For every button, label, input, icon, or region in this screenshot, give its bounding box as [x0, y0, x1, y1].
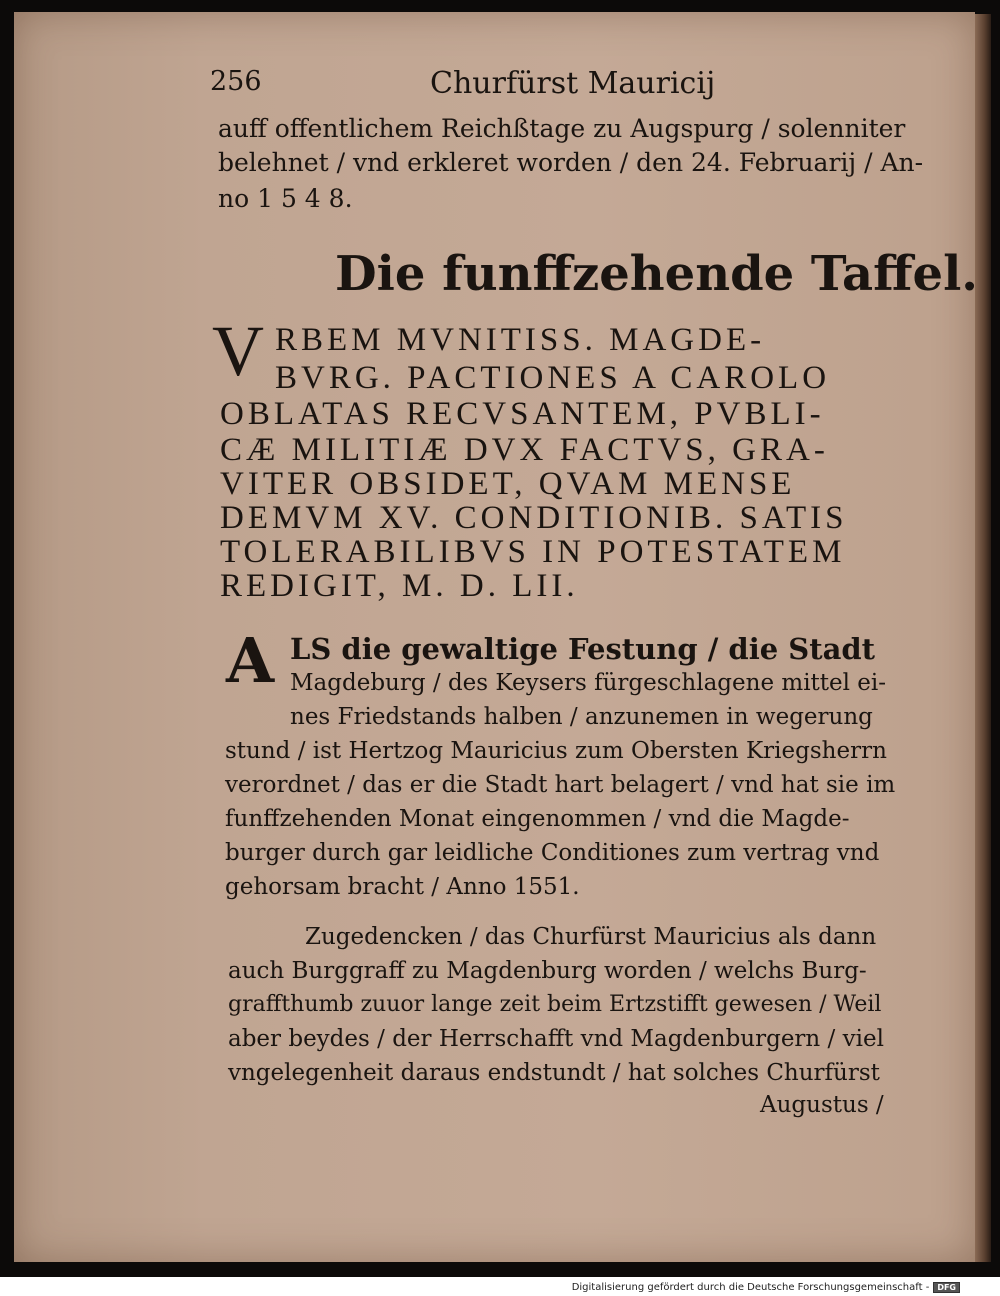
paragraph-line: Zugedencken / das Churfürst Mauricius als dann: [305, 924, 877, 950]
paragraph-line: vngelegenheit daraus endstundt / hat solches Churfürst: [228, 1060, 880, 1086]
page-edge: [975, 14, 991, 1262]
latin-line: CÆ MILITIÆ DVX FACTVS, GRA-: [220, 432, 829, 468]
dfg-logo: DFG: [933, 1282, 960, 1293]
paragraph-line: aber beydes / der Herrschafft vnd Magdenburgern / viel: [228, 1026, 884, 1052]
intro-line: belehnet / vnd erkleret worden / den 24. Februarij / An-: [218, 148, 924, 177]
latin-line: DEMVM XV. CONDITIONIB. SATIS: [220, 500, 848, 536]
page-number: 256: [210, 66, 262, 97]
latin-line: BVRG. PACTIONES A CAROLO: [275, 360, 831, 396]
paragraph-line: verordnet / das er die Stadt hart belagert / vnd hat sie im: [225, 772, 896, 798]
latin-initial: V: [212, 311, 264, 391]
running-title: Churfürst Mauricij: [430, 66, 716, 101]
paragraph-line: Magdeburg / des Keysers fürgeschlagene mittel ei-: [290, 670, 887, 696]
paragraph-line: funffzehenden Monat eingenommen / vnd die Magde-: [225, 806, 850, 832]
intro-line: no 1 5 4 8.: [218, 184, 353, 213]
paragraph-line: stund / ist Hertzog Mauricius zum Obersten Kriegsherrn: [225, 738, 887, 764]
catchword: Augustus /: [760, 1092, 884, 1118]
paragraph-line: auch Burggraff zu Magdenburg worden / welchs Burg-: [228, 958, 867, 984]
paragraph-line: LS die gewaltige Festung / die Stadt: [290, 632, 876, 666]
intro-line: auff offentlichem Reichßtage zu Augspurg / solenniter: [218, 114, 906, 143]
paragraph-line: burger durch gar leidliche Conditiones zum vertrag vnd: [225, 840, 880, 866]
latin-line: VITER OBSIDET, QVAM MENSE: [220, 466, 796, 502]
paragraph-line: nes Friedstands halben / anzunemen in wegerung: [290, 704, 873, 730]
section-title: Die funffzehende Taffel.: [335, 246, 979, 302]
digitization-credit: [572, 1282, 960, 1293]
latin-line: OBLATAS RECVSANTEM, PVBLI-: [220, 396, 825, 432]
latin-line: TOLERABILIBVS IN POTESTATEM: [220, 534, 846, 570]
paragraph-line: graffthumb zuuor lange zeit beim Ertzstifft gewesen / Weil: [228, 992, 882, 1017]
latin-line: REDIGIT, M. D. LII.: [220, 568, 579, 604]
paragraph-initial: A: [225, 624, 275, 697]
latin-line: RBEM MVNITISS. MAGDE-: [275, 322, 766, 358]
paragraph-line: gehorsam bracht / Anno 1551.: [225, 874, 580, 900]
credit-text: Digitalisierung gefördert durch die Deutsche Forschungsgemeinschaft -: [571, 1282, 930, 1293]
